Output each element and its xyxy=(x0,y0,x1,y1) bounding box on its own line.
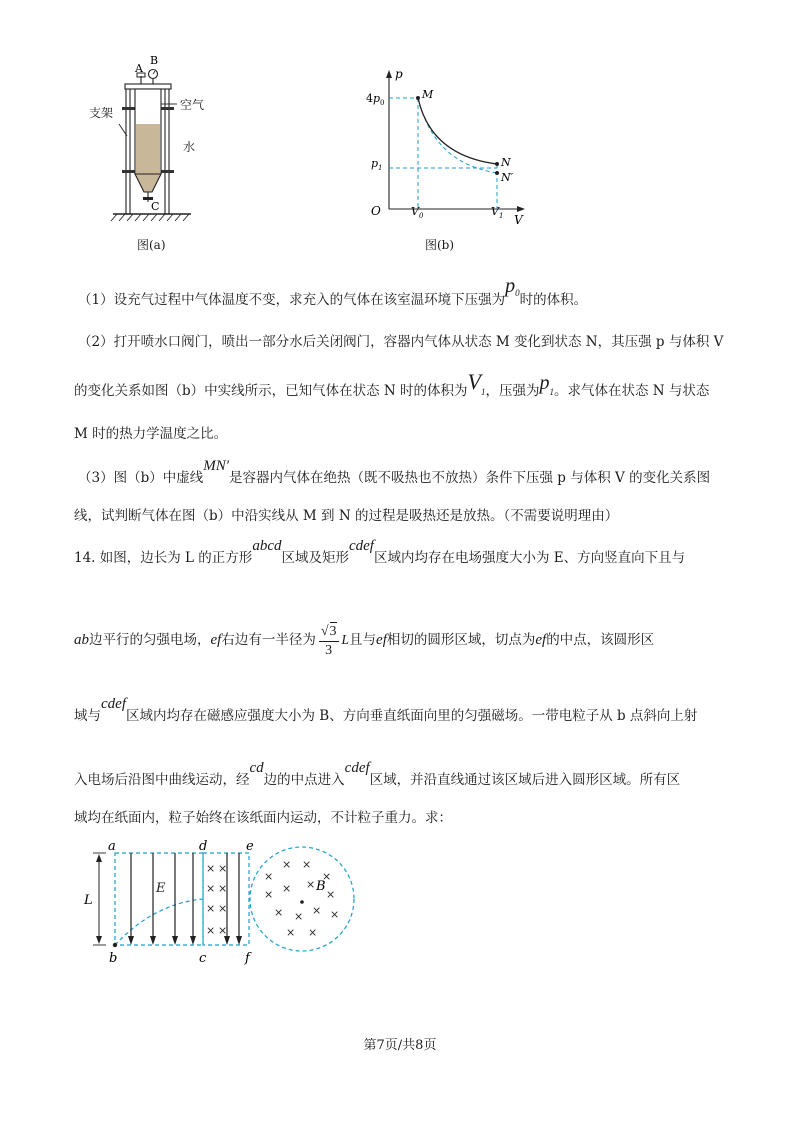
magnetic-field-crosses xyxy=(206,858,339,939)
svg-text:×: × xyxy=(294,910,304,923)
svg-text:×: × xyxy=(322,870,332,883)
tick-p1: $p_1$ xyxy=(371,157,383,172)
point-c: c xyxy=(199,951,207,966)
field-E-label: E xyxy=(156,881,166,896)
q13-part1: （1）设充气过程中气体温度不变，求充入的气体在该室温环境下压强为$p^0$时的体积。 xyxy=(78,275,588,308)
svg-text:×: × xyxy=(218,882,228,895)
figure-b-pv-diagram xyxy=(360,64,540,234)
q14-line1: 14. 如图，边长为 L 的正方形abcd区域及矩形cdef区域内均存在电场强度大小为 E、方向竖直向下且与 xyxy=(74,538,686,566)
svg-text:×: × xyxy=(218,902,228,915)
page-footer: 第7页/共8页 xyxy=(363,1038,437,1053)
point-e: e xyxy=(246,839,254,854)
origin-label: O xyxy=(371,204,381,218)
point-N-prime-dot xyxy=(495,171,499,175)
isotherm-curve xyxy=(418,98,497,164)
svg-text:×: × xyxy=(286,926,296,939)
svg-text:×: × xyxy=(206,902,216,915)
point-f: f xyxy=(245,951,250,966)
point-M-label: M xyxy=(422,88,434,101)
point-b: b xyxy=(109,951,118,966)
tick-4p0: $4p_0$ xyxy=(366,92,385,107)
length-L-label: L xyxy=(84,893,93,908)
label-C: C xyxy=(151,200,160,213)
svg-text:×: × xyxy=(206,882,216,895)
point-a: a xyxy=(108,839,116,854)
label-support: 支架 xyxy=(89,106,114,120)
svg-text:×: × xyxy=(330,908,340,921)
svg-text:×: × xyxy=(274,906,284,919)
q14-line4: 入电场后沿图中曲线运动，经cd边的中点进入cdef区域，并沿直线通过该区域后进入圆形区域。所有区 xyxy=(74,760,681,788)
svg-text:×: × xyxy=(264,888,274,901)
svg-text:×: × xyxy=(206,924,216,937)
axis-p-label: p xyxy=(395,67,403,81)
point-M-dot xyxy=(416,96,420,100)
figure-a-caption: 图(a) xyxy=(137,238,166,252)
field-B-label: B xyxy=(316,879,326,894)
svg-text:×: × xyxy=(264,870,274,883)
tick-V0: $V_0$ xyxy=(411,205,424,220)
label-air: 空气 xyxy=(180,98,205,112)
label-water: 水 xyxy=(183,140,196,154)
q14-line3: 域与cdef区域内均存在磁感应强度大小为 B、方向垂直纸面向里的匀强磁场。一带电粒子从 b 点斜向上射 xyxy=(74,696,698,724)
radius-fraction: $\frac{√3}{3}$ xyxy=(320,623,337,658)
q13-part2-line2: 的变化关系如图（b）中实线所示，已知气体在状态 N 时的体积为V1，压强为p1。求气体在状态 N 与状态 xyxy=(74,369,710,399)
svg-text:×: × xyxy=(326,888,336,901)
q14-line2: ab边平行的匀强电场，ef右边有一半径为 $\frac{√3}{3}$ L且与ef相切的圆形区域，切点为ef的中点，该圆形区 xyxy=(74,623,655,658)
figure-a-apparatus xyxy=(105,56,215,256)
label-A: A xyxy=(135,62,143,75)
point-N-prime-label: N′ xyxy=(501,171,514,184)
svg-text:×: × xyxy=(218,924,228,937)
q13-part2-line3: M 时的热力学温度之比。 xyxy=(74,426,228,442)
point-N-dot xyxy=(495,162,499,166)
svg-text:×: × xyxy=(206,862,216,875)
svg-text:×: × xyxy=(306,878,316,891)
point-d: d xyxy=(199,839,208,854)
q14-line5: 域均在纸面内，粒子始终在该纸面内运动，不计粒子重力。求： xyxy=(74,810,452,826)
q13-part3-line1: （3）图（b）中虚线MN′是容器内气体在绝热（既不吸热也不放热）条件下压强 p 与体积 V 的变化关系图 xyxy=(78,458,711,486)
figure-c-field-regions xyxy=(82,838,382,968)
label-B: B xyxy=(150,56,159,67)
tick-V1: $V_1$ xyxy=(491,205,504,220)
svg-text:×: × xyxy=(282,882,292,895)
svg-text:×: × xyxy=(312,904,322,917)
svg-text:×: × xyxy=(302,858,312,871)
svg-text:×: × xyxy=(218,862,228,875)
svg-text:×: × xyxy=(308,926,318,939)
figure-b-caption: 图(b) xyxy=(425,238,455,252)
point-N-label: N xyxy=(501,156,511,169)
axis-V-label: V xyxy=(514,213,523,227)
svg-text:×: × xyxy=(282,858,292,871)
q13-part2-line1: （2）打开喷水口阀门，喷出一部分水后关闭阀门，容器内气体从状态 M 变化到状态 N，其压强 p 与体积 V xyxy=(78,334,724,350)
q13-part3-line2: 线，试判断气体在图（b）中沿实线从 M 到 N 的过程是吸热还是放热。（不需要说明理由） xyxy=(74,508,619,524)
